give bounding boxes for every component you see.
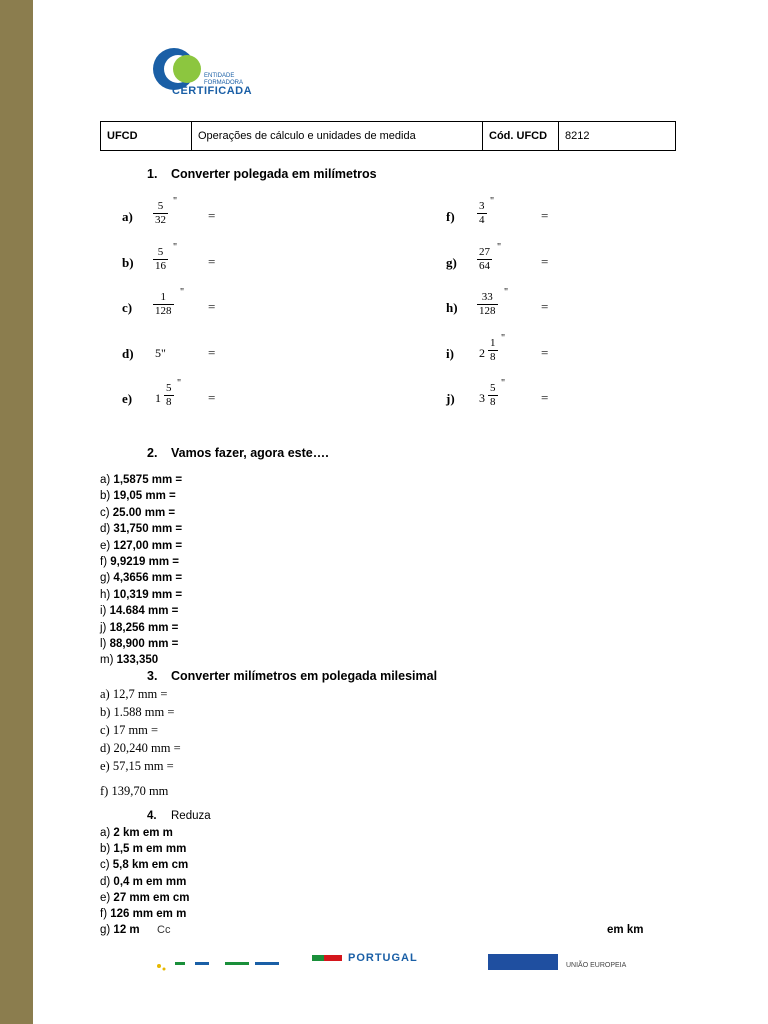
fraction-label: g) xyxy=(446,255,457,270)
fraction-item xyxy=(446,287,768,325)
fraction xyxy=(153,200,168,227)
item-value: 25.00 mm = xyxy=(112,506,176,519)
item-letter: a) xyxy=(100,827,114,839)
list-item xyxy=(100,890,190,906)
fraction-item xyxy=(446,196,768,234)
fraction xyxy=(477,246,492,273)
inch-mark: " xyxy=(501,378,506,389)
section-4-title xyxy=(147,810,211,822)
section-number: 1. xyxy=(147,167,158,181)
portugal-logo xyxy=(312,952,418,964)
list-item xyxy=(100,841,186,857)
item-letter: b) xyxy=(100,843,114,856)
item-value: 88,900 mm = xyxy=(109,638,179,650)
fraction-denominator: 64 xyxy=(479,260,490,272)
equals-sign: = xyxy=(541,299,549,314)
item-letter: g) xyxy=(100,572,114,585)
item-value: 31,750 mm = xyxy=(113,523,183,536)
item-value: 2 km em m xyxy=(113,827,173,839)
footer-logo-left xyxy=(155,960,285,972)
item-letter: i) xyxy=(100,605,110,618)
fraction-label: j) xyxy=(446,391,455,406)
item-value: 27 mm em cm xyxy=(113,891,190,904)
list-item xyxy=(100,603,178,619)
item-letter: e) xyxy=(100,891,114,904)
fraction-whole: 2 xyxy=(479,346,485,360)
item-letter: a) xyxy=(100,474,114,486)
fraction xyxy=(153,246,168,273)
inch-mark: " xyxy=(501,333,506,344)
list-item: d) 20,240 mm = xyxy=(100,741,181,755)
list-item xyxy=(100,538,182,554)
logo-line2: FORMADORA xyxy=(204,80,243,86)
section-number: 3. xyxy=(147,669,158,683)
list-item xyxy=(100,570,182,586)
item-value: 9,9219 mm = xyxy=(110,556,179,568)
item-letter: h) xyxy=(100,588,114,601)
inch-mark: " xyxy=(504,287,509,298)
fraction-label: h) xyxy=(446,300,458,315)
list-item: b) 1.588 mm = xyxy=(100,705,175,719)
list-item xyxy=(100,505,175,521)
fraction-denominator: 4 xyxy=(479,214,485,226)
fraction-whole: 1 xyxy=(155,391,161,405)
fraction-denominator: 128 xyxy=(479,305,496,317)
section-2-title xyxy=(147,446,329,460)
item-letter: m) xyxy=(100,654,117,667)
list-item xyxy=(100,587,182,603)
fraction-numerator: 27 xyxy=(479,246,490,258)
fraction xyxy=(477,200,487,227)
item-letter: l) xyxy=(100,638,110,650)
list-item: f) 139,70 mm xyxy=(100,784,169,798)
logo-brand-text: CERTIFICADA xyxy=(172,85,253,97)
equals-sign: = xyxy=(208,345,216,360)
inch-mark: " xyxy=(490,196,495,207)
fraction-numerator: 33 xyxy=(477,291,498,305)
item-value: 133,350 xyxy=(116,654,159,667)
item-letter: c) xyxy=(100,859,113,872)
fraction-label: b) xyxy=(122,255,134,270)
fraction-label: c) xyxy=(122,300,133,315)
item-value: 1,5875 mm = xyxy=(113,474,183,486)
list-item: c) 17 mm = xyxy=(100,723,159,737)
list-item xyxy=(100,521,182,537)
list-item xyxy=(100,825,173,841)
fraction-denominator: 16 xyxy=(155,260,166,272)
cod-ufcd-value: 8212 xyxy=(565,130,590,142)
fraction-numerator: 3 xyxy=(479,200,485,212)
fraction xyxy=(488,337,498,364)
eu-text: UNIÃO EUROPEIA xyxy=(566,962,627,969)
equals-sign: = xyxy=(208,254,216,269)
equals-sign: = xyxy=(208,390,216,405)
left-sidebar-bar xyxy=(0,0,33,1024)
item-letter: f) xyxy=(100,908,111,920)
item-letter: e) xyxy=(100,539,114,552)
partial-obscured-text: Cc xyxy=(157,924,171,936)
fraction-denominator: 8 xyxy=(490,396,496,408)
item-value: 12 m xyxy=(113,924,140,937)
list-item xyxy=(100,472,182,488)
list-item: e) 57,15 mm = xyxy=(100,759,174,773)
list-item xyxy=(100,636,178,652)
item-value: 4,3656 mm = xyxy=(113,572,183,585)
eu-flag-icon xyxy=(488,954,558,970)
item-value: 14.684 mm = xyxy=(109,605,179,618)
item-value: 19,05 mm = xyxy=(113,490,176,503)
item-value: 5,8 km em cm xyxy=(112,859,189,872)
portugal-text: PORTUGAL xyxy=(348,952,418,964)
fraction xyxy=(477,291,498,318)
inch-mark: " xyxy=(177,378,182,389)
fraction-denominator: 128 xyxy=(155,305,172,317)
item-value: 1,5 m em mm xyxy=(113,843,187,856)
list-item: a) 12,7 mm = xyxy=(100,687,168,701)
item-letter: j) xyxy=(100,621,110,634)
item-value: 0,4 m em mm xyxy=(113,875,187,888)
section-number: 2. xyxy=(147,446,158,460)
list-item xyxy=(100,906,186,922)
fraction-item xyxy=(446,333,768,371)
list-item xyxy=(100,857,188,873)
fraction-denominator: 8 xyxy=(166,396,172,408)
list-item xyxy=(100,922,140,938)
fraction-numerator: 5 xyxy=(153,246,168,260)
item-letter: c) xyxy=(100,506,113,519)
equals-sign: = xyxy=(541,345,549,360)
fraction-whole: 5" xyxy=(155,346,166,360)
fraction-label: e) xyxy=(122,391,133,406)
fraction xyxy=(153,291,174,318)
fraction-label: a) xyxy=(122,209,133,224)
fraction-whole: 3 xyxy=(479,391,485,405)
list-item xyxy=(100,488,176,504)
ufcd-label: UFCD xyxy=(101,122,192,150)
equals-sign: = xyxy=(208,299,216,314)
equals-sign: = xyxy=(208,208,216,223)
item-letter: d) xyxy=(100,875,114,888)
fraction-label: i) xyxy=(446,346,454,361)
cod-ufcd-label: Cód. UFCD xyxy=(483,122,559,150)
logo-line1: ENTIDADE xyxy=(204,73,235,79)
fraction-denominator: 8 xyxy=(490,351,496,363)
ufcd-title: Operações de cálculo e unidades de medida xyxy=(192,122,483,150)
list4-g-tail: em km xyxy=(607,924,644,936)
list-item xyxy=(100,554,179,570)
item-value: 126 mm em m xyxy=(110,908,187,920)
equals-sign: = xyxy=(541,208,549,223)
section-heading: Converter polegada em milímetros xyxy=(171,167,377,181)
section-1-title xyxy=(147,167,377,181)
item-letter: d) xyxy=(100,523,114,536)
portugal-flag-icon xyxy=(312,955,342,961)
item-value: 18,256 mm = xyxy=(109,621,179,634)
fraction-label: f) xyxy=(446,209,455,224)
item-letter: b) xyxy=(100,490,114,503)
fraction-item xyxy=(446,378,768,416)
item-letter: g) xyxy=(100,924,114,937)
fraction-numerator: 5 xyxy=(490,382,496,394)
fraction-numerator: 5 xyxy=(153,200,168,214)
ufcd-header-table xyxy=(100,121,676,151)
section-3-title xyxy=(147,669,437,683)
fraction-item xyxy=(446,242,768,280)
fraction-numerator: 1 xyxy=(153,291,174,305)
inch-mark: " xyxy=(173,196,178,207)
equals-sign: = xyxy=(541,254,549,269)
item-value: 127,00 mm = xyxy=(113,539,183,552)
section-heading: Converter milímetros em polegada milesimal xyxy=(171,669,438,683)
fraction xyxy=(488,382,498,409)
fraction-label: d) xyxy=(122,346,134,361)
section-heading: Reduza xyxy=(171,810,211,822)
fraction xyxy=(164,382,174,409)
fraction-numerator: 1 xyxy=(490,337,496,349)
item-letter: f) xyxy=(100,556,111,568)
inch-mark: " xyxy=(497,242,502,253)
list-item xyxy=(100,874,186,890)
list-item xyxy=(100,652,158,668)
list-item xyxy=(100,620,178,636)
fraction-numerator: 5 xyxy=(166,382,172,394)
section-number: 4. xyxy=(147,810,157,822)
inch-mark: " xyxy=(180,287,185,298)
section-heading: Vamos fazer, agora este…. xyxy=(171,446,329,460)
fraction-denominator: 32 xyxy=(155,214,166,226)
equals-sign: = xyxy=(541,390,549,405)
inch-mark: " xyxy=(173,242,178,253)
item-value: 10,319 mm = xyxy=(113,588,183,601)
